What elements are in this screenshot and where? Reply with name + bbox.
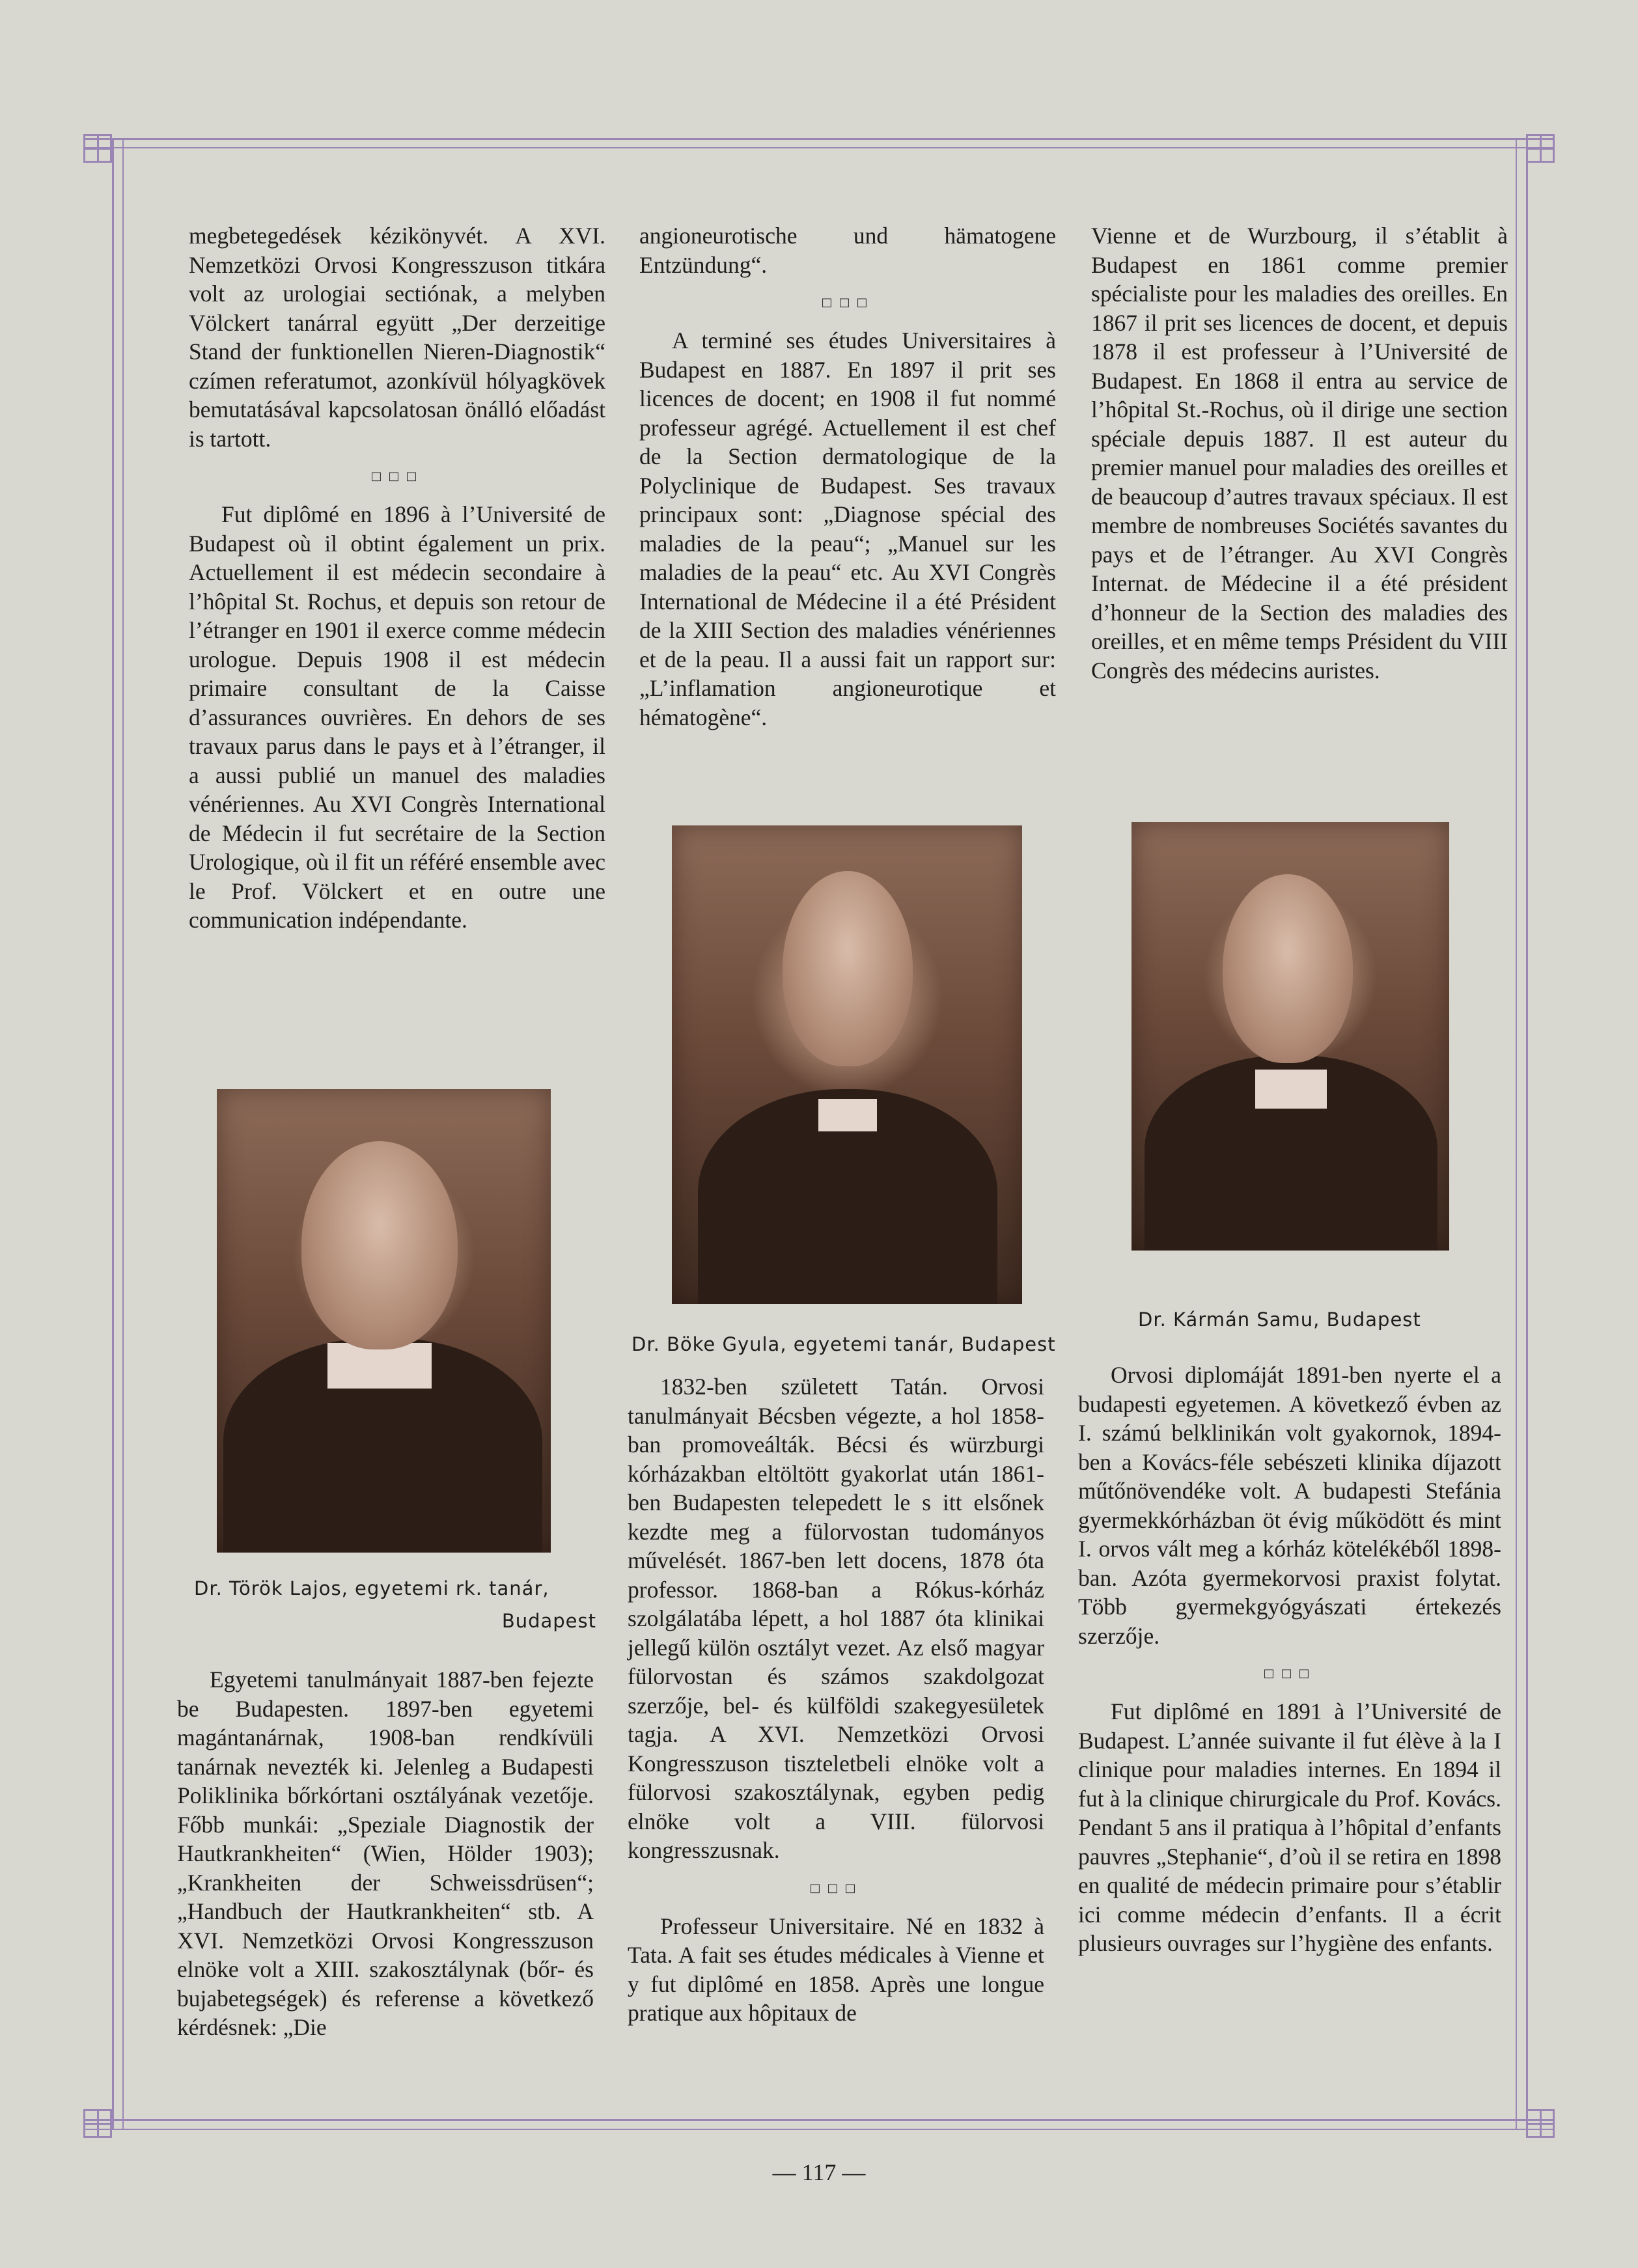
paragraph: Fut diplômé en 1891 à l’Université de Budapest. L’année suivante il fut élève à la I clinique pour maladies internes. En 1894 il fut à la clinique chirurgicale du Prof. Kovács. Pendant 5 ans il pratiqua à l’hôpital d’enfants pauvres „Stephanie“, d’où il se retira en 1898 en qualité de médecin primaire pour s’établir ici comme médecin d’enfants. Il a écrit plusieurs ouvrages sur l’hygiène des enfants. — [1078, 1698, 1501, 1956]
section-separator: □□□ — [809, 1881, 863, 1895]
portrait-caption: Dr. Kármán Samu, Budapest — [1138, 1308, 1421, 1331]
paragraph: Fut diplômé en 1896 à l’Université de Budapest où il obtint également un prix. Actuellement il est médecin secondaire à l’hôpital St. Rochus, et depuis son retour de l’étranger en 1901 il exerce comme médecin urologue. Depuis 1908 il est médecin primaire consultant de la Caisse d’assurances ouvrières. En dehors de ses travaux parus dans le pays et à l’étranger, il a aussi publié un manuel des maladies vénériennes. Au XVI Congrès International de Médecin il fut secrétaire de la Section Urologique, où il fit un référé ensemble avec le Prof. Völckert et en outre une communication indépendante. — [189, 501, 605, 933]
column-3-top — [1091, 221, 1508, 685]
paragraph: 1832-ben született Tatán. Orvosi tanulmányait Bécsben végezte, a hol 1858-ban promoveálták. Bécsi és würzburgi kórházakban eltöltött gyakorlat után 1861-ben Budapesten telepedett le s itt elsőnek kezdte meg a fülorvostan tudományos művelését. 1867-ben lett docens, 1878 óta professor. 1868-ban a Rókus-kórház szolgálatába lépett, a hol 1887 óta klinikai jellegű külön osztályt vezet. Az első magyar fülorvostan és számos szakdolgozat szerzője, bel- és külföldi szakegyesületek tagja. A XVI. Nemzetközi Orvosi Kongresszuson tiszteletbeli elnöke volt a fülorvosi szakosztálynak, egyben pedig elnöke volt a VIII. fülorvosi kongresszusnak. — [628, 1374, 1044, 1863]
paragraph: angioneurotische und hämatogene Entzündung“. — [639, 223, 1056, 278]
portrait-caption: Budapest — [501, 1610, 596, 1632]
portrait-caption: Dr. Böke Gyula, egyetemi tanár, Budapest — [632, 1333, 1056, 1355]
frame-corner-ornament — [1526, 134, 1555, 163]
frame-corner-ornament — [83, 2109, 112, 2138]
portrait-photo-torok — [217, 1089, 551, 1553]
column-1-bottom — [177, 1665, 594, 2042]
column-2-bottom — [628, 1372, 1044, 2028]
frame-corner-ornament — [83, 134, 112, 163]
section-separator: □□□ — [370, 469, 424, 483]
portrait-photo-boke — [672, 825, 1022, 1304]
paragraph: Professeur Universitaire. Né en 1832 à Tata. A fait ses études médicales à Vienne et y fut diplômé en 1858. Après une longue pratique aux hôpitaux de — [628, 1913, 1044, 2026]
section-separator: □□□ — [821, 296, 874, 309]
paragraph: A terminé ses études Universitaires à Budapest en 1887. En 1897 il prit ses licences de docent; en 1908 il fut nommé professeur agrégé. Actuellement il est chef de la Section dermatologique de la Polyclinique de Budapest. Ses travaux principaux sont: „Diagnose spécial des maladies de la peau“; „Manuel sur les maladies de la peau“ etc. Au XVI Congrès International de Médecine il a été Président de la XIII Section des maladies vénériennes et de la peau. Il a aussi fait un rapport sur: „L’inflamation angioneurotique et hématogène“. — [639, 327, 1056, 730]
frame-corner-ornament — [1526, 2109, 1555, 2138]
section-separator: □□□ — [1263, 1666, 1316, 1680]
paragraph: Vienne et de Wurzbourg, il s’établit à Budapest en 1861 comme premier spécialiste pour les maladies des oreilles. En 1867 il prit ses licences de docent, et depuis 1878 il est professeur à l’Université de Budapest. En 1868 il entra au service de l’hôpital St.-Rochus, où il dirige une section spéciale depuis 1887. Il est auteur du premier manuel pour maladies des oreilles et de beaucoup d’autres travaux spéciaux. Il est membre de nombreuses Sociétés savantes du pays et de l’étranger. Au XVI Congrès Internat. de Médecine il a été président d’honneur de la Section des maladies des oreilles, et en même temps Président du VIII Congrès des médecins auristes. — [1091, 223, 1508, 684]
paragraph: Orvosi diplomáját 1891-ben nyerte el a budapesti egyetemen. A következő évben az I. számú belklinikán volt gyakornok, 1894-ben a Kovács-féle sebészeti klinika díjazott műtőnövendéke volt. A budapesti Stefánia gyermekkórházban öt évig működött és mint I. orvos vált meg a kórház kötelékéből 1898-ban. Azóta gyermekorvosi praxist folytat. Több gyermekgyógyászati értekezés szerzője. — [1078, 1362, 1501, 1649]
paragraph: Egyetemi tanulmányait 1887-ben fejezte be Budapesten. 1897-ben egyetemi magántanárnak, 1908-ban rendkívüli tanárnak nevezték ki. Jelenleg a Budapesti Poliklinika bőrkórtani osztályának vezetője. Főbb munkái: „Speziale Diagnostik der Hautkrankheiten“ (Wien, Hölder 1903); „Krankheiten der Schweissdrüsen“; „Handbuch der Hautkrankheiten“ stb. A XVI. Nemzetközi Orvosi Kongresszuson elnöke volt a XIII. szakosztálynak (bőr- és bujabetegségek) és referense a következő kérdésnek: „Die — [177, 1666, 594, 2040]
portrait-photo-karman — [1131, 822, 1449, 1251]
column-2-top — [639, 221, 1056, 732]
column-1-top — [189, 221, 605, 935]
page-number: — 117 — — [772, 2159, 866, 2185]
paragraph: megbetegedések kézikönyvét. A XVI. Nemzetközi Orvosi Kongresszuson titkára volt az urologiai sectiónak, a melyben Völckert tanárral együtt „Der derzeitige Stand der funktionellen Nieren-Diagnostik“ czímen referatumot, azonkívül hólyagkövek bemutatásával kapcsolatosan önálló előadást is tartott. — [189, 223, 605, 452]
column-3-bottom — [1078, 1361, 1501, 1958]
portrait-caption: Dr. Török Lajos, egyetemi rk. tanár, — [194, 1577, 549, 1599]
